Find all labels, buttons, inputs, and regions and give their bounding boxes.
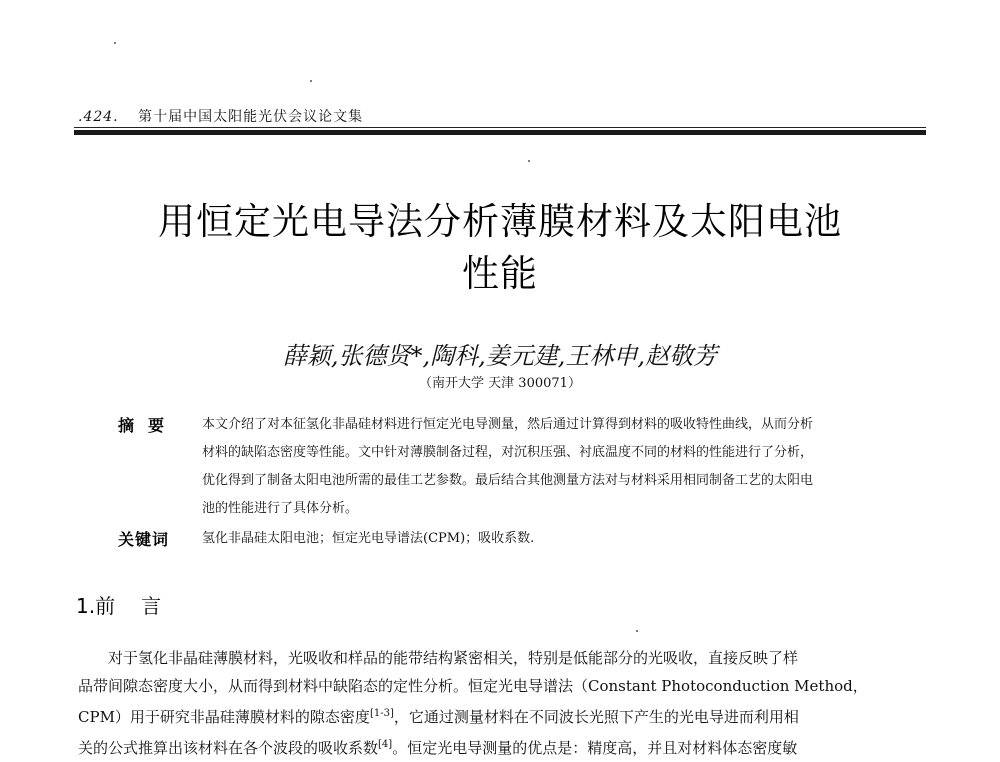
- abstract-line: 材料的缺陷态密度等性能。文中针对薄膜制备过程，对沉积压强、衬底温度不同的材料的性能进行了分析，: [202, 445, 814, 460]
- scan-speck: [310, 80, 312, 82]
- section-heading: [76, 590, 161, 619]
- scan-speck: [114, 42, 116, 44]
- keywords-text: 氢化非晶硅太阳电池；恒定光电导谱法(CPM)；吸收系数.: [202, 531, 535, 546]
- author-list: 薛颖,张德贤*,陶科,姜元建,王林申,赵敬芳: [282, 342, 718, 370]
- header-rule-thin: [74, 127, 926, 128]
- section-number: 1.前: [76, 594, 116, 618]
- abstract-line: 优化得到了制备太阳电池所需的最佳工艺参数。最后结合其他测量方法对与材料采用相同制备工艺的太阳电: [202, 473, 814, 488]
- body-line: 品带间隙态密度大小，从而得到材料中缺陷态的定性分析。恒定光电导谱法（Constant Photoconduction Method，: [78, 677, 868, 695]
- abstract-line: 池的性能进行了具体分析。: [202, 501, 359, 516]
- title-line-1: 用恒定光电导法分析薄膜材料及太阳电池: [158, 200, 842, 243]
- abstract-label: 摘要: [118, 416, 179, 435]
- body-line: [78, 700, 926, 731]
- body-line: 对于氢化非晶硅薄膜材料，光吸收和样品的能带结构紧密相关，特别是低能部分的光吸收，直接反映了样: [108, 649, 799, 667]
- body-text-segment: 。恒定光电导测量的优点是：精度高，并且对材料体态密度敏: [392, 739, 798, 757]
- header-rule-thick: [74, 130, 926, 135]
- abstract-body: [202, 411, 924, 523]
- body-paragraph: [78, 644, 926, 762]
- body-text-segment: 关的公式推算出该材料在各个波段的吸收系数: [78, 739, 379, 757]
- page-number: .424.: [78, 109, 119, 125]
- citation-ref: [4]: [378, 739, 393, 750]
- section-title: 言: [141, 594, 162, 618]
- running-header: [78, 106, 363, 126]
- scan-speck: [528, 160, 530, 162]
- journal-title: 第十届中国太阳能光伏会议论文集: [138, 109, 364, 125]
- title-line-2: 性能: [462, 252, 538, 295]
- body-text-segment: ，它通过测量材料在不同波长光照下产生的光电导进而利用相: [393, 708, 799, 726]
- citation-ref: [1-3]: [369, 708, 394, 719]
- paper-title: [100, 196, 900, 300]
- keywords-label: 关键词: [118, 530, 170, 549]
- body-text-segment: CPM）用于研究非晶硅薄膜材料的隙态密度: [78, 708, 370, 726]
- body-line: [78, 731, 926, 762]
- scan-speck: [636, 630, 638, 632]
- affiliation: （南开大学 天津 300071）: [419, 376, 581, 391]
- abstract-line: 本文介绍了对本征氢化非晶硅材料进行恒定光电导测量，然后通过计算得到材料的吸收特性曲线，从而分析: [202, 417, 814, 432]
